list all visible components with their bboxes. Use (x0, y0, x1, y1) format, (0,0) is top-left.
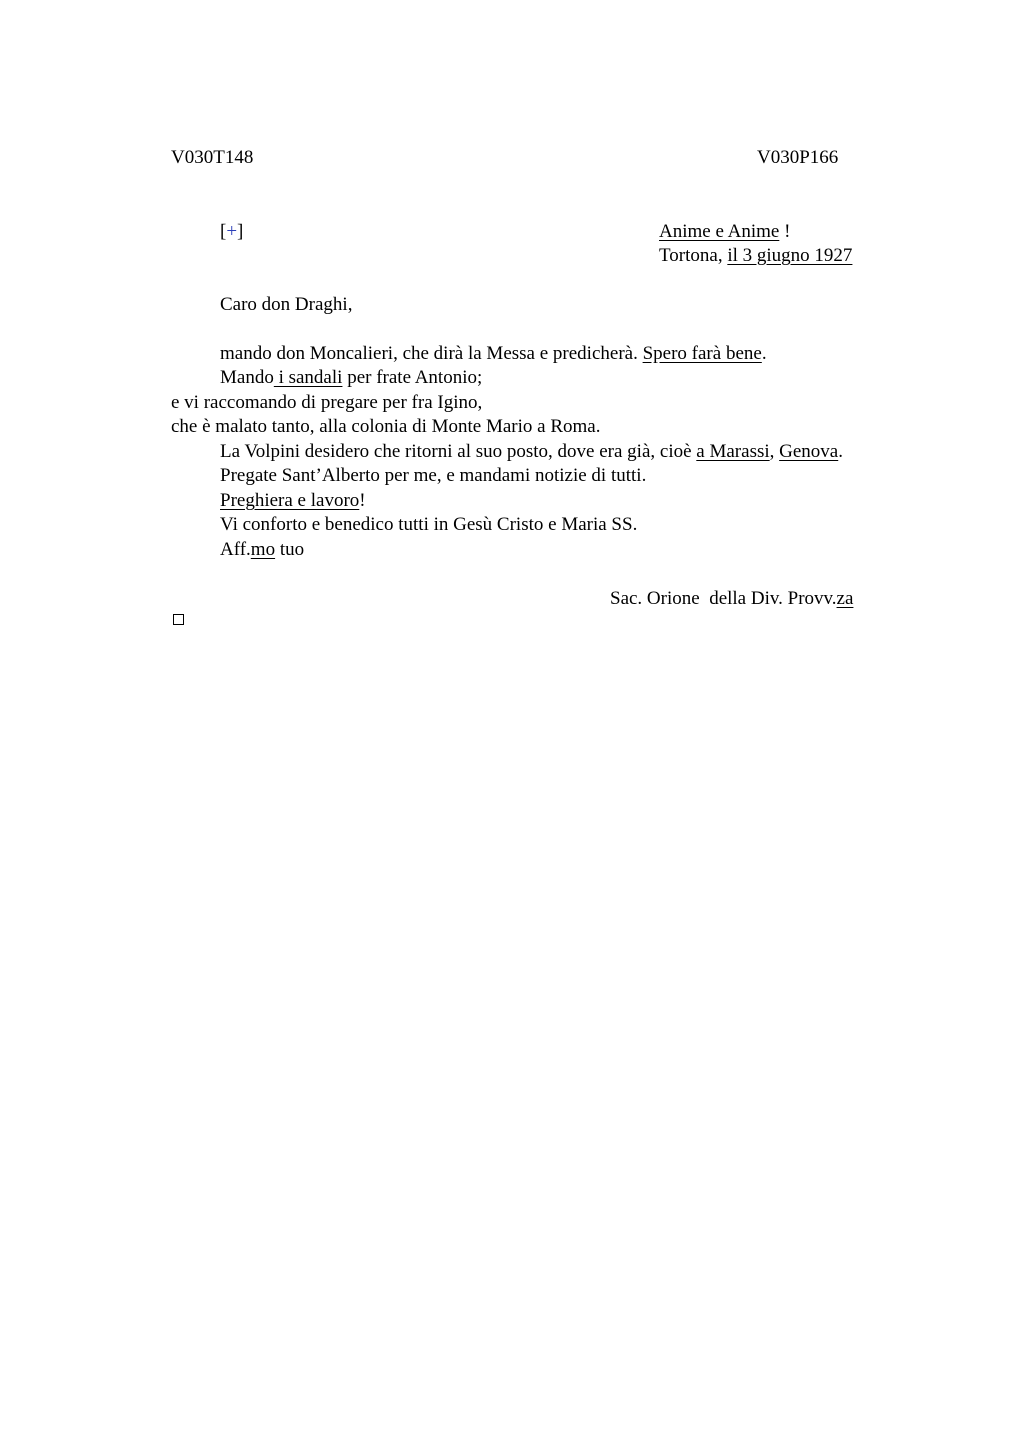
motto (659, 221, 790, 243)
place: Tortona, (659, 245, 728, 266)
salutation: Caro don Draghi, (220, 294, 353, 315)
underlined-text: Genova (779, 441, 839, 462)
cross-icon: + (226, 221, 238, 242)
motto-suffix: ! (779, 221, 791, 242)
bracket-close: ] (237, 221, 244, 242)
underlined-text: mo (250, 539, 276, 560)
body-line-3: e vi raccomando di pregare per fra Igino, (171, 392, 483, 413)
end-square-icon (173, 614, 184, 625)
date: il 3 giugno 1927 (727, 245, 853, 266)
signature (610, 588, 853, 610)
body-line-4: che è malato tanto, alla colonia di Monte Mario a Roma. (171, 416, 601, 437)
document-code-left: V030T148 (171, 147, 254, 168)
underlined-text: Preghiera e lavoro (220, 490, 360, 511)
body-text: . (761, 343, 767, 364)
body-line-2 (220, 367, 482, 389)
document-code-right: V030P166 (757, 147, 839, 168)
body-text: Aff. (220, 539, 251, 560)
cross-mark (220, 221, 243, 243)
body-line-7 (220, 490, 366, 512)
body-text: La Volpini desidero che ritorni al suo posto, dove era già, cioè (220, 441, 697, 462)
place-date (659, 245, 852, 267)
body-text: mando don Moncalieri, che dirà la Messa e predicherà. (220, 343, 643, 364)
body-text: , (769, 441, 780, 462)
underlined-text: i sandali (273, 367, 343, 388)
body-text: . (838, 441, 843, 462)
underlined-text: Spero farà bene (642, 343, 762, 364)
motto-text: Anime e Anime (659, 221, 780, 242)
body-text: per frate Antonio; (342, 367, 483, 388)
underlined-text: a Marassi (696, 441, 770, 462)
body-text: ! (359, 490, 366, 511)
bracket-open: [ (220, 221, 227, 242)
body-line-6: Pregate Sant’Alberto per me, e mandami notizie di tutti. (220, 465, 647, 486)
body-text: Mando (220, 367, 274, 388)
body-text: tuo (275, 539, 305, 560)
closing (220, 539, 304, 561)
signature-text: Sac. Orione della Div. Provv. (610, 588, 837, 609)
body-line-1 (220, 343, 767, 365)
underlined-text: za (836, 588, 854, 609)
body-line-5 (220, 441, 843, 463)
body-line-8: Vi conforto e benedico tutti in Gesù Cristo e Maria SS. (220, 514, 638, 535)
